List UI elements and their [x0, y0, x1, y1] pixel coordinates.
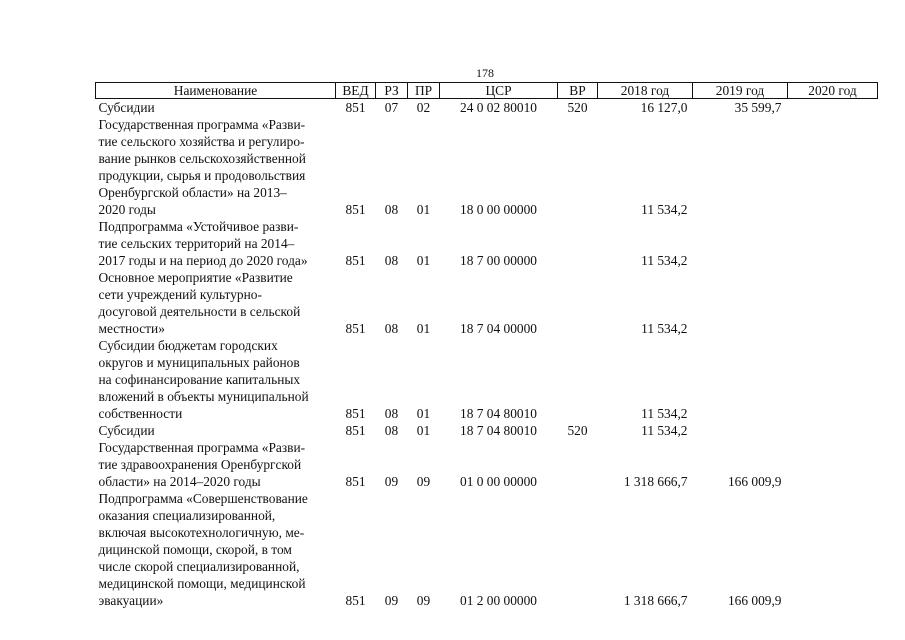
row-vr	[558, 490, 598, 609]
row-2019: 166 009,9	[727, 474, 782, 489]
header-2020: 2020 год	[788, 83, 878, 99]
row-vr	[558, 269, 598, 337]
row-name: Субсидии	[98, 423, 155, 438]
row-pr: 01	[416, 253, 431, 268]
row-2018: 1 318 666,7	[623, 593, 688, 608]
row-2020	[788, 490, 878, 609]
row-rz: 08	[384, 253, 399, 268]
row-name: Подпрограмма «Совершенствование оказания специализированной, включая высокотехнологичную, ме- дицинской помощи, скорой, в том числе скорой специализированной, медицинской помощи, медицинской эвакуации»	[98, 491, 308, 608]
row-2019	[693, 422, 788, 439]
row-name: Субсидии	[98, 100, 155, 115]
row-rz: 08	[384, 423, 399, 438]
row-rz: 09	[384, 474, 399, 489]
header-rz: РЗ	[376, 83, 408, 99]
table-row	[96, 490, 878, 609]
row-csr: 18 7 04 00000	[460, 321, 537, 336]
row-2018: 11 534,2	[641, 423, 688, 438]
row-2018: 1 318 666,7	[623, 474, 688, 489]
row-2020	[788, 218, 878, 269]
row-ved: 851	[345, 474, 366, 489]
row-pr: 02	[416, 100, 431, 115]
row-ved: 851	[345, 423, 366, 438]
row-2018: 11 534,2	[641, 406, 688, 421]
row-rz: 08	[384, 202, 399, 217]
row-csr: 18 7 04 80010	[460, 406, 537, 421]
row-2020	[788, 422, 878, 439]
row-ved: 851	[345, 100, 366, 115]
row-csr: 01 0 00 00000	[460, 474, 537, 489]
table-row	[96, 116, 878, 218]
table-row	[96, 269, 878, 337]
header-csr: ЦСР	[440, 83, 558, 99]
row-2020	[788, 116, 878, 218]
row-2018: 11 534,2	[641, 253, 688, 268]
row-2019	[693, 269, 788, 337]
row-pr: 09	[416, 593, 431, 608]
row-ved: 851	[345, 593, 366, 608]
row-2019: 166 009,9	[727, 593, 782, 608]
header-2019: 2019 год	[693, 83, 788, 99]
row-rz: 09	[384, 593, 399, 608]
row-2018: 11 534,2	[641, 321, 688, 336]
row-2020	[788, 99, 878, 117]
table-row	[96, 439, 878, 490]
table-row	[96, 99, 878, 117]
row-2020	[788, 269, 878, 337]
row-csr: 24 0 02 80010	[460, 100, 537, 115]
row-ved: 851	[345, 321, 366, 336]
row-2020	[788, 337, 878, 422]
row-name: Государственная программа «Разви- тие сельского хозяйства и регулиро- вание рынков сельскохозяйственной продукции, сырья и продовольствия Оренбургской области» на 2013– 2020 годы	[98, 117, 306, 217]
row-2018: 11 534,2	[641, 202, 688, 217]
table-row	[96, 218, 878, 269]
table-row	[96, 422, 878, 439]
row-pr: 09	[416, 474, 431, 489]
table-row	[96, 337, 878, 422]
header-name: Наименование	[96, 83, 336, 99]
row-2019	[693, 218, 788, 269]
row-rz: 08	[384, 406, 399, 421]
row-rz: 08	[384, 321, 399, 336]
row-csr: 18 0 00 00000	[460, 202, 537, 217]
row-2018: 16 127,0	[640, 100, 688, 115]
row-vr	[558, 439, 598, 490]
table-header-row	[96, 83, 878, 99]
row-2019: 35 599,7	[734, 100, 782, 115]
row-pr: 01	[416, 321, 431, 336]
row-2020	[788, 439, 878, 490]
row-csr: 18 7 04 80010	[460, 423, 537, 438]
header-pr: ПР	[408, 83, 440, 99]
row-2019	[693, 337, 788, 422]
row-pr: 01	[416, 406, 431, 421]
row-vr	[558, 116, 598, 218]
row-pr: 01	[416, 423, 431, 438]
row-vr: 520	[567, 423, 588, 438]
budget-table	[95, 82, 878, 609]
header-ved: ВЕД	[336, 83, 376, 99]
row-name: Государственная программа «Разви- тие здравоохранения Оренбургской области» на 2014–2020 годы	[98, 440, 306, 489]
row-vr: 520	[567, 100, 588, 115]
row-ved: 851	[345, 253, 366, 268]
row-csr: 01 2 00 00000	[460, 593, 537, 608]
header-2018: 2018 год	[598, 83, 693, 99]
row-name: Подпрограмма «Устойчивое разви- тие сельских территорий на 2014– 2017 годы и на период до 2020 года»	[98, 219, 308, 268]
row-pr: 01	[416, 202, 431, 217]
header-vr: ВР	[558, 83, 598, 99]
row-ved: 851	[345, 202, 366, 217]
page-number: 178	[476, 66, 494, 80]
row-name: Субсидии бюджетам городских округов и муниципальных районов на софинансирование капитальных вложений в объекты муниципальной собственности	[98, 338, 309, 421]
row-csr: 18 7 00 00000	[460, 253, 537, 268]
row-ved: 851	[345, 406, 366, 421]
row-2019	[693, 116, 788, 218]
row-name: Основное мероприятие «Развитие сети учреждений культурно- досуговой деятельности в сельской местности»	[98, 270, 301, 336]
row-rz: 07	[384, 100, 399, 115]
row-vr	[558, 218, 598, 269]
row-vr	[558, 337, 598, 422]
